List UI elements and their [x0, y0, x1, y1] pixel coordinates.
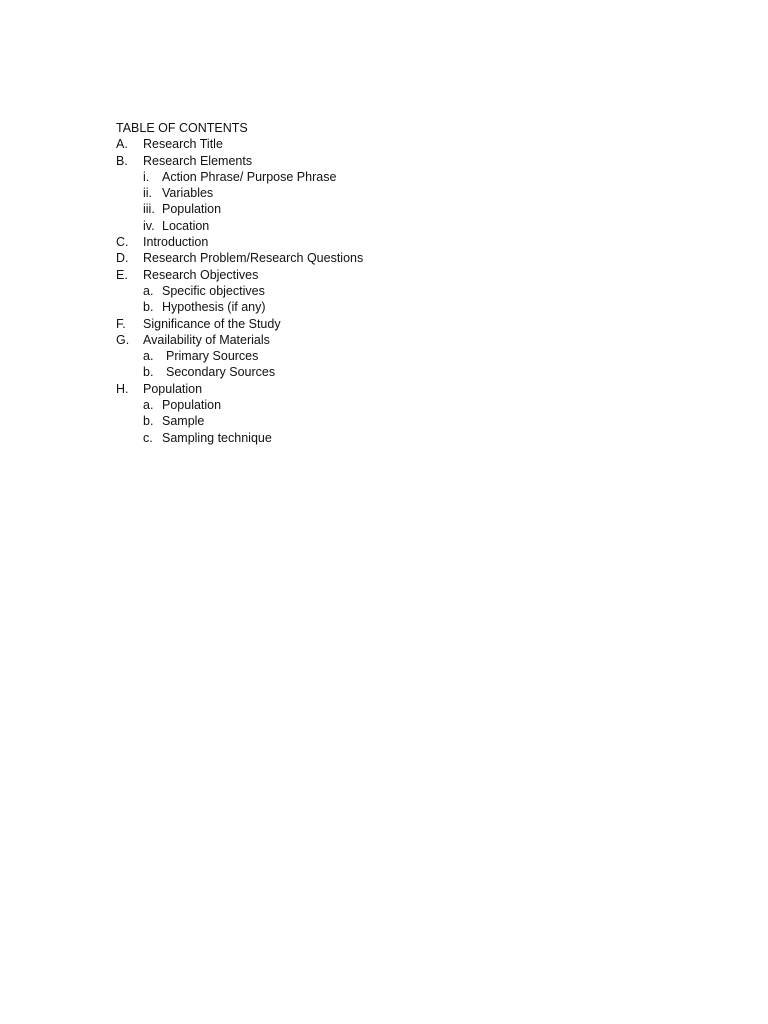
toc-label: Introduction: [143, 235, 209, 250]
toc-submarker: b.: [143, 300, 154, 315]
toc-marker: G.: [116, 332, 130, 347]
toc-item-g: [116, 332, 676, 348]
toc-item-c: [116, 234, 676, 250]
toc-item-d: [116, 250, 676, 266]
toc-sublabel: Population: [162, 398, 222, 413]
toc-label: Significance of the Study: [143, 316, 281, 331]
toc-sublabel: Hypothesis (if any): [162, 300, 266, 315]
toc-subitem: [116, 218, 676, 234]
toc-heading-text: TABLE OF CONTENTS: [116, 121, 248, 135]
toc-submarker: iii.: [143, 202, 155, 217]
toc-submarker: a.: [143, 283, 154, 298]
toc-sublabel: Location: [162, 218, 210, 233]
toc-sublabel: Action Phrase/ Purpose Phrase: [162, 169, 337, 184]
toc-marker: E.: [116, 267, 128, 282]
table-of-contents: [116, 120, 676, 446]
toc-item-h: [116, 381, 676, 397]
toc-submarker: ii.: [143, 186, 153, 201]
toc-heading: [116, 120, 676, 136]
toc-sublabel: Primary Sources: [166, 349, 259, 364]
toc-marker: C.: [116, 235, 129, 250]
toc-subitem: [116, 169, 676, 185]
toc-subitem: [116, 413, 676, 429]
toc-submarker: b.: [143, 414, 154, 429]
toc-submarker: c.: [143, 430, 153, 445]
toc-submarker: a.: [143, 398, 154, 413]
toc-subitem: [116, 299, 676, 315]
toc-label: Population: [143, 381, 203, 396]
toc-label: Research Elements: [143, 153, 253, 168]
toc-subitem: [116, 348, 676, 364]
toc-sublabel: Specific objectives: [162, 283, 265, 298]
toc-subitem: [116, 430, 676, 446]
toc-marker: D.: [116, 251, 129, 266]
toc-subitem: [116, 397, 676, 413]
toc-item-b: [116, 153, 676, 169]
toc-sublabel: Secondary Sources: [166, 365, 276, 380]
toc-marker: F.: [116, 316, 126, 331]
toc-sublabel: Population: [162, 202, 222, 217]
toc-submarker: a.: [143, 349, 154, 364]
toc-submarker: b.: [143, 365, 154, 380]
toc-marker: B.: [116, 153, 128, 168]
toc-sublabel: Sampling technique: [162, 430, 272, 445]
toc-item-a: [116, 136, 676, 152]
toc-label: Availability of Materials: [143, 332, 270, 347]
toc-subitem: [116, 185, 676, 201]
toc-label: Research Problem/Research Questions: [143, 251, 364, 266]
toc-subitem: [116, 364, 676, 380]
toc-marker: H.: [116, 381, 129, 396]
toc-item-f: [116, 316, 676, 332]
toc-item-e: [116, 267, 676, 283]
toc-submarker: iv.: [143, 218, 155, 233]
toc-label: Research Objectives: [143, 267, 259, 282]
toc-subitem: [116, 201, 676, 217]
toc-marker: A.: [116, 137, 128, 152]
toc-sublabel: Sample: [162, 414, 205, 429]
toc-subitem: [116, 283, 676, 299]
toc-submarker: i.: [143, 169, 150, 184]
toc-label: Research Title: [143, 137, 223, 152]
toc-sublabel: Variables: [162, 186, 214, 201]
